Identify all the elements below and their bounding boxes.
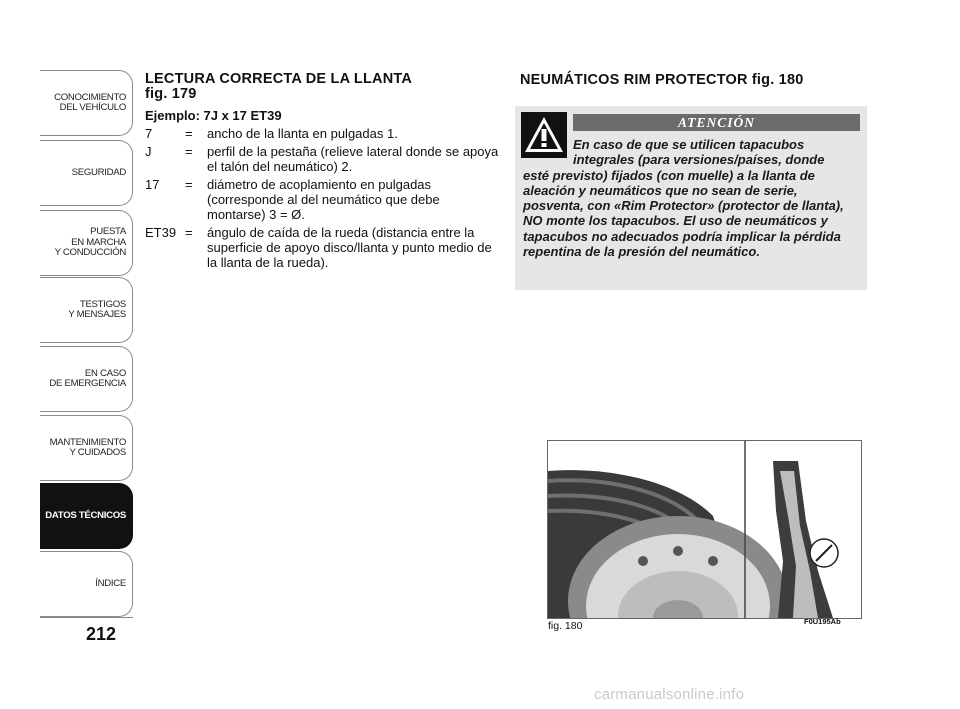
sidebar-tab-label: EN CASO (84, 367, 126, 379)
definition-eq: = (185, 177, 193, 192)
rim-protector-title: NEUMÁTICOS RIM PROTECTOR fig. 180 (520, 72, 804, 88)
definition-value: diámetro de acoplamiento en pulgadas (corresponde al del neumático que debe montarse) 3 = Ø. (207, 177, 440, 222)
heading-figure-ref: fig. 179 (145, 86, 197, 102)
section-heading (145, 72, 500, 102)
sidebar-tab-label: Y CONDUCCIÓN (54, 247, 126, 259)
definition-key: ET39 (145, 225, 177, 240)
heading-title: LECTURA CORRECTA DE LA LLANTA (145, 71, 413, 87)
sidebar-tab-label: DATOS TÉCNICOS (45, 509, 126, 521)
warning-text (523, 137, 859, 259)
definition-value: ángulo de caída de la rueda (distancia entre la superficie de apoyo disco/llanta y punto medio de la llanta de la rueda). (207, 225, 492, 270)
sidebar-tab[interactable] (40, 346, 133, 412)
definition-eq: = (185, 144, 193, 159)
definition-list (145, 126, 500, 270)
sidebar-tab-label: ÍNDICE (95, 577, 126, 589)
sidebar-tab-label: PUESTA (90, 226, 126, 238)
sidebar-tab-label: DE EMERGENCIA (49, 378, 126, 389)
sidebar-tab[interactable] (40, 70, 133, 136)
warning-text-indented: En caso de que se utilicen tapacubos integrales (para versiones/países, donde (573, 137, 825, 168)
sidebar-tab-label: Y MENSAJES (68, 309, 126, 320)
figure-code: F0U195Ab (804, 617, 841, 626)
definition-row (145, 225, 500, 270)
definition-eq: = (185, 225, 193, 240)
sidebar-tab[interactable] (40, 483, 133, 549)
sidebar-tab[interactable] (40, 551, 133, 617)
sidebar-tab-label: SEGURIDAD (71, 166, 126, 178)
sidebar-tab-label: MANTENIMIENTO (49, 436, 126, 448)
page-number: 212 (86, 624, 117, 644)
definition-eq: = (185, 126, 193, 141)
sidebar-tab-label: EN MARCHA (71, 236, 126, 248)
figure-caption: fig. 180 (548, 620, 583, 632)
definition-row (145, 177, 500, 222)
definition-key: 7 (145, 126, 153, 141)
tire-rim-protector-illustration (547, 440, 862, 619)
warning-header: ATENCIÓN (573, 114, 860, 131)
warning-box (515, 106, 867, 290)
example-line: Ejemplo: 7J x 17 ET39 (145, 108, 282, 123)
sidebar-tab[interactable] (40, 277, 133, 343)
sidebar-tab[interactable] (40, 210, 133, 276)
sidebar-tab-label: TESTIGOS (79, 298, 126, 310)
watermark: carmanualsonline.info (594, 686, 745, 703)
sidebar-divider (40, 617, 133, 618)
sidebar-tab-label: CONOCIMIENTO (54, 91, 126, 103)
definition-row (145, 126, 500, 141)
sidebar-tab[interactable] (40, 140, 133, 206)
definition-key: 17 (145, 177, 160, 192)
definition-key: J (145, 144, 152, 159)
sidebar-tab[interactable] (40, 415, 133, 481)
definition-value: ancho de la llanta en pulgadas 1. (207, 126, 398, 141)
rim-reading-section (145, 72, 500, 270)
definition-row (145, 144, 500, 174)
sidebar-tab-label: Y CUIDADOS (69, 447, 126, 458)
definition-value: perfil de la pestaña (relieve lateral donde se apoya el talón del neumático) 2. (207, 144, 499, 174)
warning-text-body: esté previsto) fijados (con muelle) a la llanta de aleación y neumáticos que no sean de serie, posventa, con «Rim Protector» (protector de llanta), NO monte los tapacubos. El uso de neumáticos y tapacubos no adecuados podría implicar la pérdida repentina de la presión del neumático. (523, 167, 844, 260)
sidebar-tab-label: DEL VEHÍCULO (59, 102, 126, 113)
